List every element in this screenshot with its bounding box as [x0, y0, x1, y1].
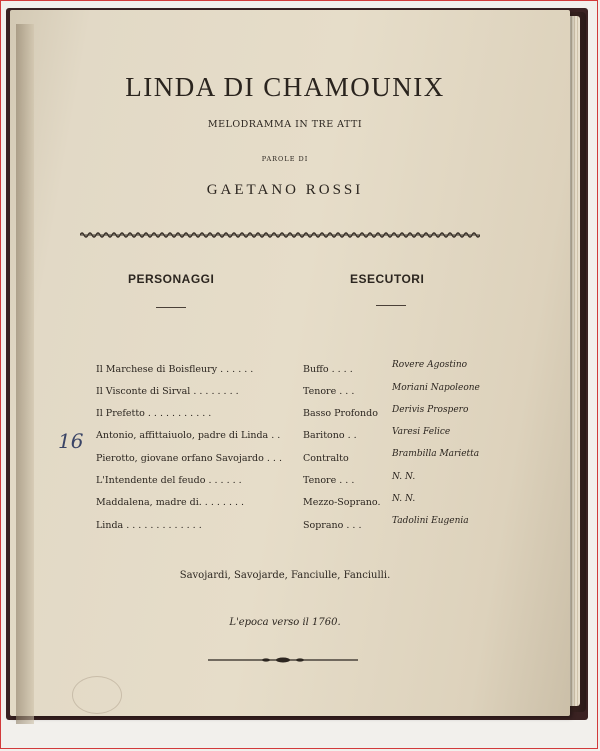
cast-voice: Contralto	[303, 453, 349, 464]
cast-singer: Tadolini Eugenia	[392, 516, 469, 526]
cast-voice: Tenore . . .	[303, 475, 355, 486]
chorus-line: Savojardi, Savojarde, Fanciulle, Fanciulli.	[179, 570, 391, 581]
cast-role: L'Intendente del feudo . . . . . .	[96, 475, 242, 486]
cast-singer: Varesi Felice	[392, 427, 451, 437]
author-name: GAETANO ROSSI	[206, 182, 364, 198]
personaggi-rule	[156, 307, 186, 308]
cast-role: Il Visconte di Sirval . . . . . . . .	[96, 386, 239, 397]
handwritten-note: 16	[58, 429, 84, 453]
cast-voice: Baritono . .	[303, 430, 357, 441]
esecutori-rule	[376, 305, 406, 306]
epoca-line: L'epoca verso il 1760.	[229, 617, 341, 628]
ornament-wave	[80, 233, 480, 237]
cast-role: Antonio, affittaiuolo, padre di Linda . .	[96, 430, 281, 441]
cast-role: Pierotto, giovane orfano Savojardo . . .	[96, 453, 282, 464]
cast-role: Linda . . . . . . . . . . . . .	[96, 520, 202, 531]
cast-singer: N. N.	[392, 494, 416, 504]
book-page	[10, 10, 570, 716]
ornament-divider	[80, 230, 480, 240]
cast-singer: Moriani Napoleone	[392, 383, 480, 393]
cast-singer: N. N.	[392, 472, 416, 482]
cast-voice: Buffo . . . .	[303, 364, 353, 375]
cast-role: Maddalena, madre di. . . . . . . .	[96, 497, 245, 508]
cast-role: Il Marchese di Boisfleury . . . . . .	[96, 364, 254, 375]
end-ornament	[208, 656, 358, 664]
opera-title: LINDA DI CHAMOUNIX	[125, 72, 445, 102]
esecutori-header: ESECUTORI	[350, 272, 425, 286]
faint-stamp	[72, 676, 122, 714]
personaggi-header: PERSONAGGI	[128, 272, 215, 286]
cast-singer: Brambilla Marietta	[392, 449, 480, 459]
cast-voice: Soprano . . .	[303, 520, 362, 531]
cast-singer: Rovere Agostino	[392, 360, 468, 370]
cast-voice: Basso Profondo	[303, 408, 378, 419]
cast-singer: Derivis Prospero	[392, 405, 469, 415]
cast-role: Il Prefetto . . . . . . . . . . .	[96, 408, 212, 419]
opera-subtitle: MELODRAMMA IN TRE ATTI	[207, 119, 363, 130]
cast-voice: Tenore . . .	[303, 386, 355, 397]
cast-voice: Mezzo-Soprano.	[303, 497, 381, 508]
parole-label: PAROLE DI	[261, 155, 309, 163]
